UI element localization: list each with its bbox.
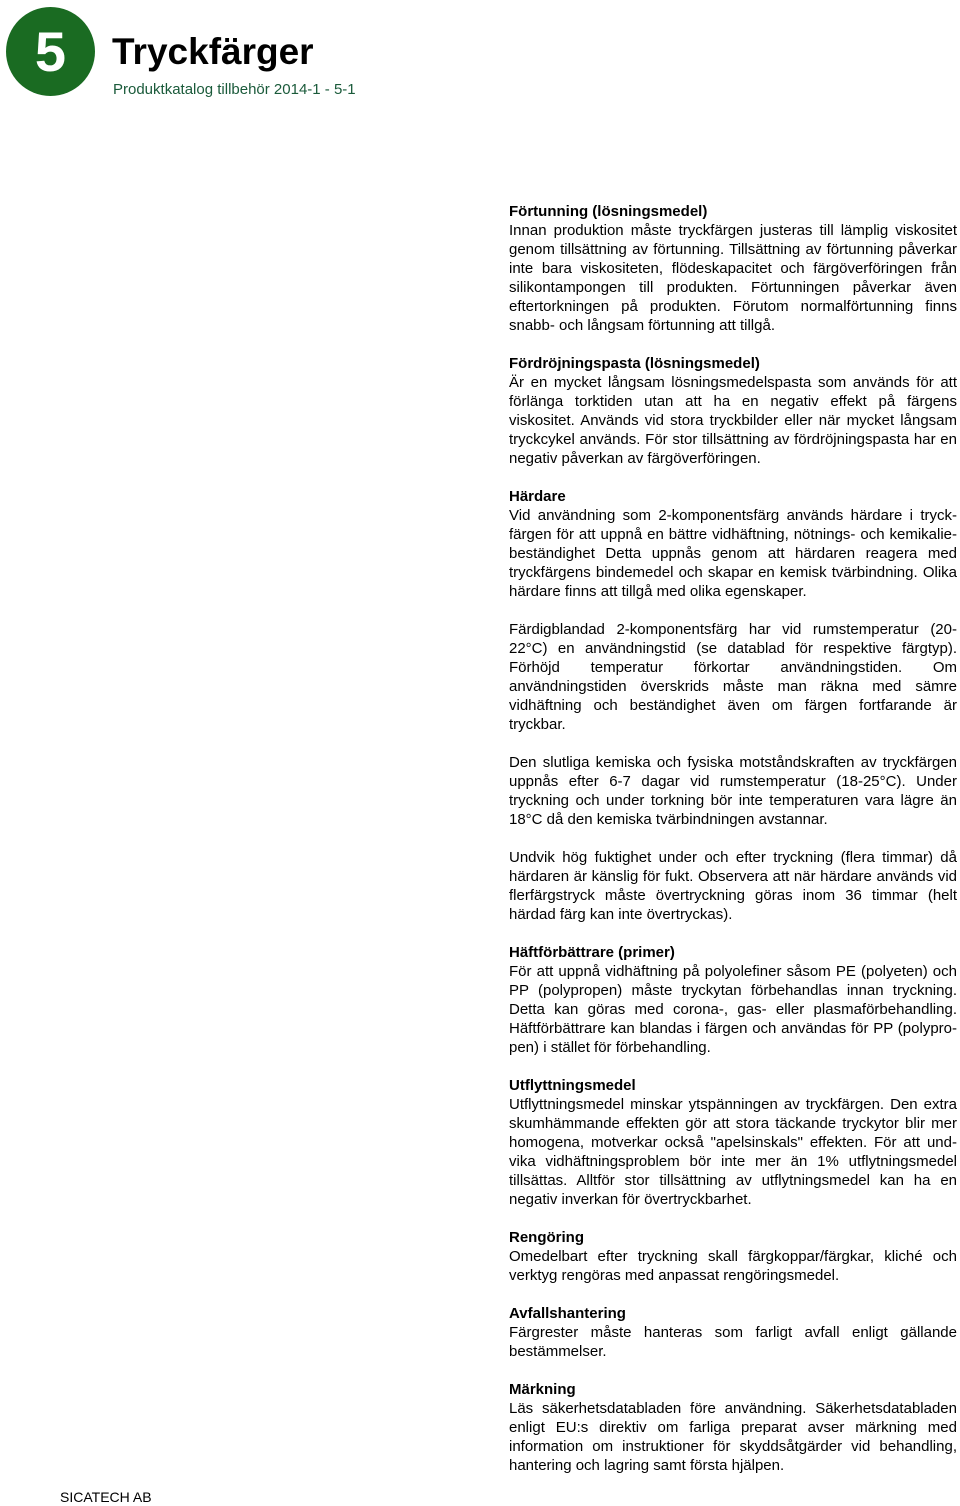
section-paragraph: Innan produktion måste tryckfärgen justeras till lämplig viskositet genom tillsättning av förtunning. Tillsättning av förtunning påverkar inte bara viskositeten, flödeskapacitet och färgöverföringen från silikontampongen till produkten. Förtunningen påverkar även eftertorkningen på produkten. Förutom normalförtunning finns snabb- och långsam förtunning att tillgå. [509, 222, 957, 334]
section [509, 487, 957, 924]
section-paragraph: För att uppnå vidhäftning på polyolefiner såsom PE (polyeten) och PP (polypropen) måste tryckytan förbehandlas innan tryckning. Detta kan göras med corona-, gas- eller plasmaförbehandling. Häftförbättrare kan blandas i färgen och användas för PP (polypropen) i stället för förbehandling. [509, 963, 957, 1056]
section [509, 1076, 957, 1209]
section [509, 943, 957, 1057]
main-content [509, 202, 957, 1494]
section-paragraph: Undvik hög fuktighet under och efter tryckning (flera timmar) då härdaren är känslig för fukt. Observera att när härdare används vid flerfärgstryck måste övertryckning göras inom 36 timmar (helt härdad färg kan inte övertryckas). [509, 849, 957, 923]
section-heading: Avfallshantering [509, 1305, 626, 1322]
section-heading: Rengöring [509, 1229, 584, 1246]
footer-company: SICATECH AB [60, 1489, 152, 1505]
section-paragraph: Den slutliga kemiska och fysiska motståndskraften av tryckfärgen uppnås efter 6-7 dagar vid rumstemperatur (18-25°C). Under tryckning och under torkning bör inte temperaturen vara lägre än 18°C då den kemiska tvärbindningen avstannar. [509, 754, 957, 828]
section [509, 1228, 957, 1285]
section-heading: Förtunning (lösningsmedel) [509, 203, 708, 220]
section [509, 1304, 957, 1361]
section-heading: Märkning [509, 1381, 576, 1398]
page-title: Tryckfärger [112, 31, 314, 72]
section-heading: Utflyttningsmedel [509, 1077, 636, 1094]
section-heading: Fördröjningspasta (lösningsmedel) [509, 355, 760, 372]
section-paragraph: Vid användning som 2-komponentsfärg används härdare i tryckfärgen för att uppnå en bättre vidhäftning, nötnings- och kemikaliebeständighet Detta uppnås genom att härdaren reagera med tryckfärgens bindemedel och skapar en kemisk tvärbindning. Olika härdare finns att tillgå med olika egenskaper. [509, 507, 957, 600]
section-paragraph: Omedelbart efter tryckning skall färgkoppar/färgkar, kliché och verktyg rengöras med anpassat rengöringsmedel. [509, 1248, 957, 1284]
section-heading: Härdare [509, 488, 566, 505]
section-paragraph: Färdigblandad 2-komponentsfärg har vid rumstemperatur (20-22°C) en användningstid (se datablad för respektive färgtyp). Förhöjd temperatur förkortar användningstiden. Om användningstiden överskrids måste man räkna med sämre vidhäftning och beständighet även om färgen fortfarande är tryckbar. [509, 621, 957, 733]
page-subtitle: Produktkatalog tillbehör 2014-1 - 5-1 [113, 81, 356, 98]
section-paragraph: Är en mycket långsam lösningsmedelspasta som används för att förlänga torktiden utan att ha en negativ effekt på färgens viskositet. Används vid stora tryckbilder eller när mycket långsam tryckcykel används. För stor tillsättning av fördröjningspasta har en negativ påverkan av färgöverföringen. [509, 374, 957, 467]
section [509, 354, 957, 468]
section [509, 202, 957, 335]
section-paragraph: Färgrester måste hanteras som farligt avfall enligt gällande bestämmelser. [509, 1324, 957, 1360]
section-heading: Häftförbättrare (primer) [509, 944, 675, 961]
section-paragraph: Utflyttningsmedel minskar ytspänningen av tryckfärgen. Den extra skumhämmande effekten gör att stora täckande tryckytor blir mer homogena, motverkar också "apelsinskals" effekten. För att undvika vidhäftningsproblem bör inte mer än 1% utflytningsmedel tillsättas. Alltför stor tillsättning av utflytningsmedel kan ha en negativ inverkan för övertryckbarhet. [509, 1096, 957, 1208]
section [509, 1380, 957, 1475]
chapter-number-badge: 5 [6, 7, 95, 96]
section-paragraph: Läs säkerhetsdatabladen före användning. Säkerhetsdatabladen enligt EU:s direktiv om farliga preparat avser märkning med information om instruktioner för skyddsåtgärder vid behandling, hantering och lagring samt första hjälpen. [509, 1400, 957, 1474]
